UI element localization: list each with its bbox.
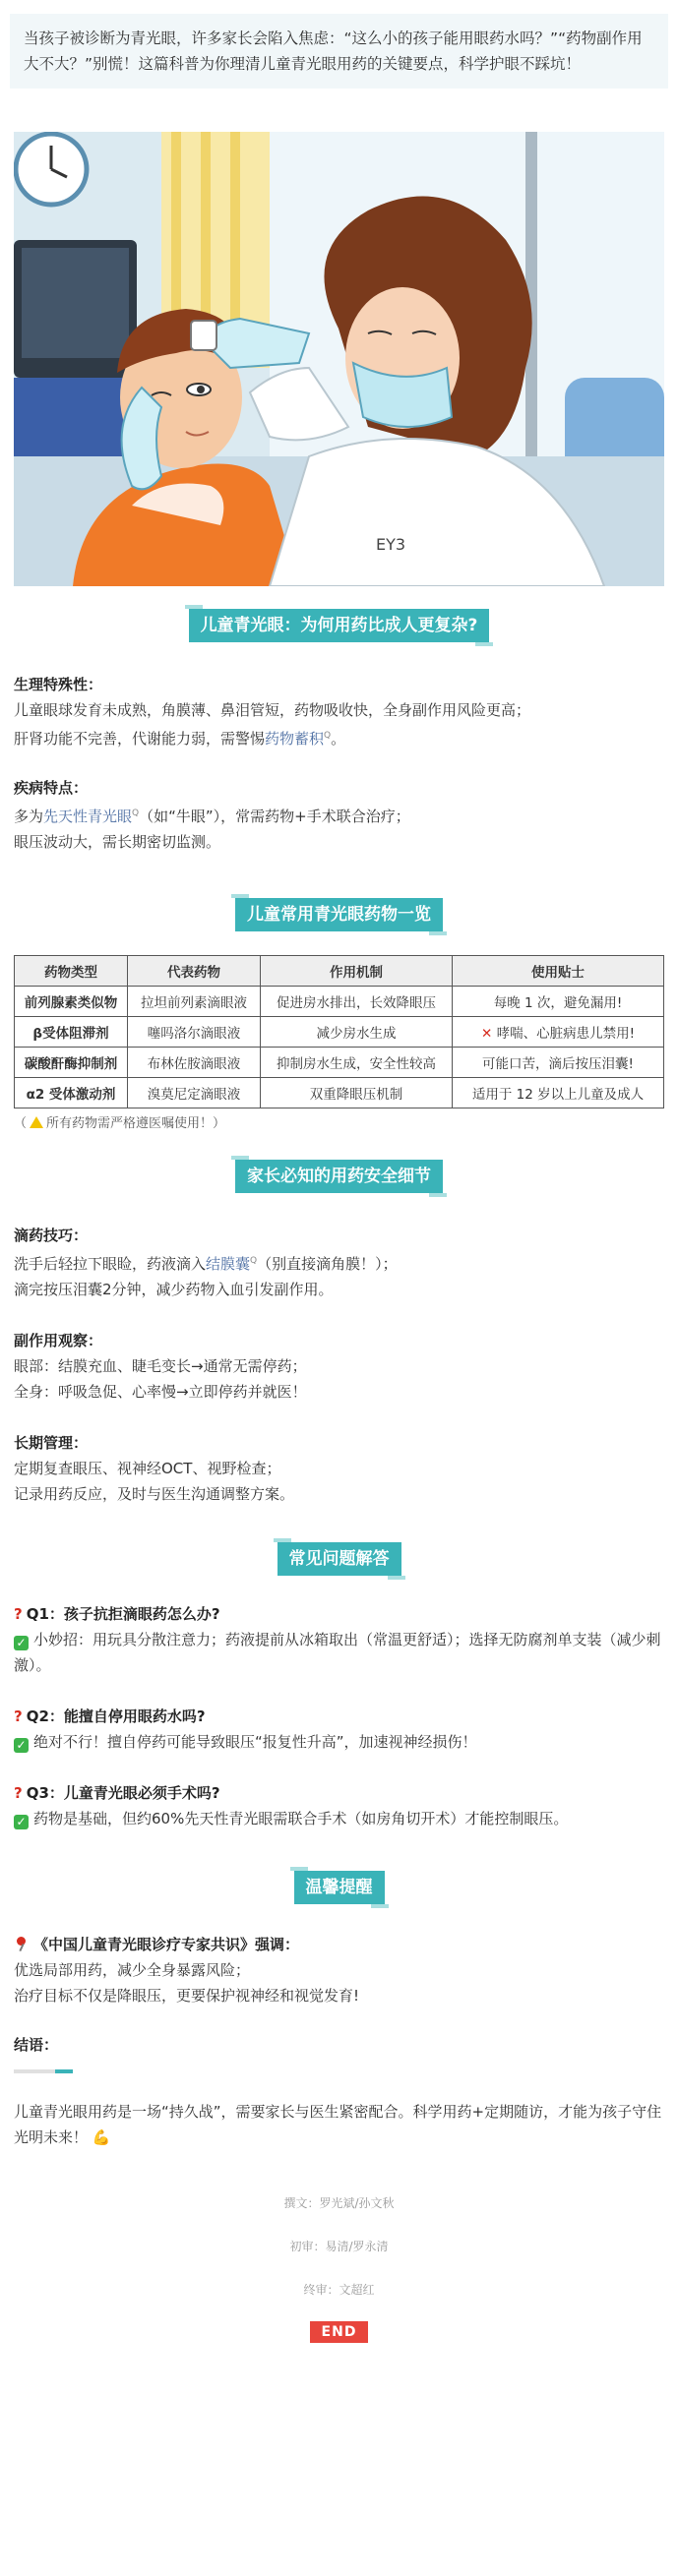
faq-answer-3 [14, 1806, 664, 1831]
drop-tips-heading: 滴药技巧： [14, 1227, 89, 1244]
long-term-heading: 长期管理： [14, 1434, 89, 1452]
check-icon: ✓ [14, 1738, 29, 1753]
end-badge-row [0, 2321, 678, 2343]
table-cell: 双重降眼压机制 [261, 1078, 453, 1108]
table-header-cell: 药物类型 [15, 956, 128, 987]
section-title-why-complex: 儿童青光眼：为何用药比成人更复杂? [189, 609, 490, 642]
side-effects-line-1: 眼部：结膜充血、睫毛变长→通常无需停药； [14, 1357, 307, 1375]
table-row [15, 1017, 664, 1048]
intro-box [10, 14, 668, 89]
table-cell: 每晚 1 次，避免漏用! [453, 987, 664, 1017]
check-icon: ✓ [14, 1636, 29, 1650]
conclusion-text-body: 儿童青光眼用药是一场“持久战”，需要家长与医生紧密配合。科学用药+定期随访，才能为孩子守住光明未来！ [14, 2103, 662, 2146]
table-header-cell: 使用贴士 [453, 956, 664, 987]
section-title-faq: 常见问题解答 [277, 1542, 401, 1576]
faq-question-3-text: Q3：儿童青光眼必须手术吗? [26, 1784, 220, 1802]
faq-item-2 [14, 1704, 664, 1755]
faq-answer-2 [14, 1729, 664, 1755]
table-row [15, 1078, 664, 1108]
warning-icon [30, 1116, 43, 1128]
disease-line-1-start: 多为 [14, 808, 44, 825]
faq-answer-1-text: 小妙招：用玩具分散注意力；药液提前从冰箱取出（常温更舒适）；选择无防腐剂单支装（减少刺激）。 [14, 1631, 661, 1674]
underline-decoration [14, 2069, 73, 2073]
consensus-heading-text: 《中国儿童青光眼诊疗专家共识》强调： [33, 1936, 300, 1953]
table-header-row [15, 956, 664, 987]
hero-illustration [14, 132, 664, 586]
congenital-glaucoma-link[interactable]: 先天性青光眼 [43, 808, 133, 825]
faq-item-3 [14, 1780, 664, 1831]
credits [0, 2193, 678, 2343]
table-cell-warning [453, 1017, 664, 1048]
section-title-wrap [0, 1871, 678, 1904]
table-header-cell: 作用机制 [261, 956, 453, 987]
table-header-cell: 代表药物 [128, 956, 261, 987]
conclusion-text [14, 2099, 664, 2150]
table-cell: 前列腺素类似物 [15, 987, 128, 1017]
table-cell: 碳酸酐酶抑制剂 [15, 1048, 128, 1078]
conjunctival-sac-link[interactable]: 结膜囊 [206, 1255, 251, 1273]
disease-heading: 疾病特点： [14, 779, 89, 797]
section-title-safety: 家长必知的用药安全细节 [235, 1160, 443, 1193]
section-disease [14, 775, 664, 855]
table-cell: 噻吗洛尔滴眼液 [128, 1017, 261, 1048]
consensus-heading [14, 1932, 664, 1957]
muscle-icon: 💪 [92, 2128, 111, 2146]
table-cell: 促进房水排出，长效降眼压 [261, 987, 453, 1017]
section-physiology [14, 672, 664, 751]
disease-line-2: 眼压波动大，需长期密切监测。 [14, 833, 221, 851]
section-long-term [14, 1430, 664, 1507]
table-note [14, 1114, 664, 1134]
drug-table [14, 955, 664, 1108]
consensus-line-1: 优选局部用药，减少全身暴露风险； [14, 1961, 251, 1979]
faq-answer-1 [14, 1627, 664, 1678]
table-cell: 溴莫尼定滴眼液 [128, 1078, 261, 1108]
table-cell: 抑制房水生成，安全性较高 [261, 1048, 453, 1078]
faq-question-1-text: Q1：孩子抗拒滴眼药怎么办? [26, 1605, 220, 1623]
table-cell: 适用于 12 岁以上儿童及成人 [453, 1078, 664, 1108]
table-cell-text: 哮喘、心脏病患儿禁用! [496, 1026, 636, 1042]
table-cell: 减少房水生成 [261, 1017, 453, 1048]
physiology-line-2-end: 。 [331, 730, 346, 748]
side-effects-line-2: 全身：呼吸急促、心率慢→立即停药并就医！ [14, 1383, 307, 1401]
intro-text: 当孩子被诊断为青光眼，许多家长会陷入焦虑：“这么小的孩子能用眼药水吗？”“药物副作用大不大？”别慌！这篇科普为你理清儿童青光眼用药的关键要点，科学护眼不踩坑！ [24, 30, 643, 73]
section-title-drug-list: 儿童常用青光眼药物一览 [235, 898, 443, 931]
faq-question-1 [14, 1601, 664, 1627]
question-icon: ? [14, 1784, 23, 1802]
table-cell: 布林佐胺滴眼液 [128, 1048, 261, 1078]
section-title-wrap [0, 609, 678, 642]
table-note-open: （ [14, 1116, 28, 1131]
table-row [15, 1048, 664, 1078]
conclusion-underline-decoration [14, 2058, 664, 2083]
cross-icon: ✕ [480, 1026, 493, 1042]
section-title-wrap [0, 898, 678, 931]
section-drop-tips [14, 1223, 664, 1302]
faq-item-1 [14, 1601, 664, 1678]
long-term-line-2: 记录用药反应，及时与医生沟通调整方案。 [14, 1485, 295, 1503]
question-icon: ? [14, 1707, 23, 1725]
drug-accumulation-link[interactable]: 药物蓄积 [265, 730, 325, 748]
conclusion-heading: 结语： [14, 2036, 59, 2054]
credit-final-review: 终审：文超红 [303, 2283, 375, 2297]
table-cell: 拉坦前列素滴眼液 [128, 987, 261, 1017]
physiology-heading: 生理特殊性： [14, 676, 103, 693]
section-consensus [14, 1932, 664, 2008]
physiology-line-1: 儿童眼球发育未成熟，角膜薄、鼻泪管短，药物吸收快，全身副作用风险更高； [14, 701, 531, 719]
physiology-line-2 [14, 723, 664, 751]
coat-badge-text: EY3 [376, 535, 406, 554]
end-badge: END [310, 2321, 369, 2343]
physiology-line-2-text: 肝肾功能不完善，代谢能力弱，需警惕 [14, 730, 266, 748]
table-cell: α2 受体激动剂 [15, 1078, 128, 1108]
disease-line-1-end: （如“牛眼”），常需药物+手术联合治疗； [139, 808, 410, 825]
consensus-line-2: 治疗目标不仅是降眼压，更要保护视神经和视觉发育! [14, 1987, 360, 2005]
search-icon: Q [324, 731, 332, 741]
drop-tips-line-1-start: 洗手后轻拉下眼睑，药液滴入 [14, 1255, 207, 1273]
faq-question-2-text: Q2：能擅自停用眼药水吗? [26, 1707, 206, 1725]
section-title-wrap [0, 1160, 678, 1193]
credit-first-review: 初审：易清/罗永清 [289, 2240, 389, 2253]
faq-answer-2-text: 绝对不行！擅自停药可能导致眼压“报复性升高”，加速视神经损伤！ [33, 1733, 477, 1751]
section-title-wrap [0, 1542, 678, 1576]
drop-tips-line-1-end: （别直接滴角膜！）； [257, 1255, 398, 1273]
section-side-effects [14, 1328, 664, 1405]
credit-author: 撰文：罗光斌/孙文秋 [283, 2196, 395, 2210]
section-conclusion [14, 2032, 664, 2150]
faq-question-2 [14, 1704, 664, 1729]
table-note-text: 所有药物需严格遵医嘱使用！） [46, 1116, 226, 1131]
table-cell: 可能口苦，滴后按压泪囊! [453, 1048, 664, 1078]
search-icon: Q [250, 1256, 258, 1266]
disease-line-1 [14, 801, 664, 829]
long-term-line-1: 定期复查眼压、视神经OCT、视野检查； [14, 1460, 281, 1477]
conclusion-heading-row [14, 2032, 664, 2058]
faq-answer-3-text: 药物是基础，但约60%先天性青光眼需联合手术（如房角切开术）才能控制眼压。 [33, 1810, 569, 1827]
side-effects-heading: 副作用观察： [14, 1332, 103, 1349]
question-icon: ? [14, 1605, 23, 1623]
table-cell: β受体阻滞剂 [15, 1017, 128, 1048]
section-title-reminder: 温馨提醒 [294, 1871, 385, 1904]
table-row [15, 987, 664, 1017]
pushpin-icon [14, 1937, 28, 1950]
search-icon: Q [132, 809, 140, 818]
faq-question-3 [14, 1780, 664, 1806]
drop-tips-line-1 [14, 1248, 664, 1277]
check-icon: ✓ [14, 1815, 29, 1829]
drop-tips-line-2: 滴完按压泪囊2分钟，减少药物入血引发副作用。 [14, 1281, 334, 1298]
doctor-eye-drops-illustration [14, 132, 664, 586]
